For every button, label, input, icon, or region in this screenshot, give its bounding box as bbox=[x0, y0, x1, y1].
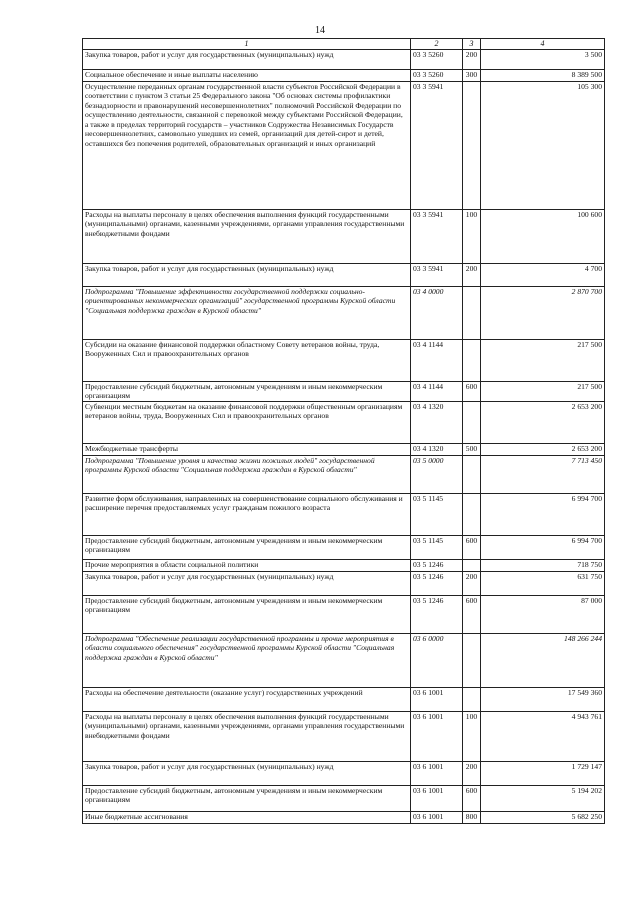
row-name: Расходы на обеспечение деятельности (оказание услуг) государственных учреждений bbox=[83, 688, 411, 712]
row-code: 03 6 0000 bbox=[411, 634, 463, 688]
row-code: 03 6 1001 bbox=[411, 812, 463, 824]
row-code: 03 4 1320 bbox=[411, 402, 463, 444]
row-amount: 1 729 147 bbox=[481, 762, 605, 786]
row-expense-type: 600 bbox=[463, 382, 481, 402]
table-row bbox=[83, 494, 605, 536]
budget-table bbox=[82, 38, 605, 824]
row-name: Закупка товаров, работ и услуг для государственных (муниципальных) нужд bbox=[83, 572, 411, 596]
row-name: Подпрограмма "Повышение уровня и качества жизни пожилых людей" государственной программы Курской области "Социальная поддержка граждан в Курской области" bbox=[83, 456, 411, 494]
table-row bbox=[83, 712, 605, 762]
column-header: 3 bbox=[463, 39, 481, 50]
row-code: 03 5 1145 bbox=[411, 536, 463, 560]
row-code: 03 3 5260 bbox=[411, 50, 463, 70]
row-amount: 148 266 244 bbox=[481, 634, 605, 688]
table-body bbox=[83, 50, 605, 824]
table-row bbox=[83, 340, 605, 382]
row-amount: 17 549 360 bbox=[481, 688, 605, 712]
table-row bbox=[83, 287, 605, 340]
column-header-row bbox=[83, 39, 605, 50]
row-expense-type bbox=[463, 82, 481, 210]
row-code: 03 3 5260 bbox=[411, 70, 463, 82]
row-name: Подпрограмма "Повышение эффективности государственной поддержки социально-ориентированных некоммерческих организаций" государственной программы Курской области "Социальная поддержка граждан в Курской области" bbox=[83, 287, 411, 340]
row-code: 03 5 1246 bbox=[411, 560, 463, 572]
row-code: 03 4 1144 bbox=[411, 340, 463, 382]
row-code: 03 6 1001 bbox=[411, 712, 463, 762]
row-code: 03 3 5941 bbox=[411, 210, 463, 264]
row-name: Прочие мероприятия в области социальной политики bbox=[83, 560, 411, 572]
table-row bbox=[83, 70, 605, 82]
row-expense-type: 200 bbox=[463, 572, 481, 596]
row-name: Субсидии на оказание финансовой поддержки областному Совету ветеранов войны, труда, Вооруженных Сил и правоохранительных органов bbox=[83, 340, 411, 382]
row-expense-type: 600 bbox=[463, 786, 481, 812]
row-code: 03 5 0000 bbox=[411, 456, 463, 494]
row-amount: 6 994 700 bbox=[481, 494, 605, 536]
row-code: 03 3 5941 bbox=[411, 264, 463, 287]
row-amount: 5 194 202 bbox=[481, 786, 605, 812]
row-expense-type bbox=[463, 560, 481, 572]
row-name: Закупка товаров, работ и услуг для государственных (муниципальных) нужд bbox=[83, 762, 411, 786]
row-expense-type bbox=[463, 494, 481, 536]
table-row bbox=[83, 786, 605, 812]
table-row bbox=[83, 536, 605, 560]
row-expense-type: 500 bbox=[463, 444, 481, 456]
column-header: 1 bbox=[83, 39, 411, 50]
row-name: Предоставление субсидий бюджетным, автономным учреждениям и иным некоммерческим организациям bbox=[83, 536, 411, 560]
row-code: 03 5 1145 bbox=[411, 494, 463, 536]
row-amount: 217 500 bbox=[481, 340, 605, 382]
table-row bbox=[83, 210, 605, 264]
row-expense-type: 600 bbox=[463, 596, 481, 634]
row-amount: 718 750 bbox=[481, 560, 605, 572]
row-expense-type bbox=[463, 402, 481, 444]
table-row bbox=[83, 402, 605, 444]
row-amount: 2 653 200 bbox=[481, 444, 605, 456]
row-amount: 105 300 bbox=[481, 82, 605, 210]
row-code: 03 5 1246 bbox=[411, 596, 463, 634]
row-expense-type: 800 bbox=[463, 812, 481, 824]
row-expense-type bbox=[463, 340, 481, 382]
row-expense-type: 200 bbox=[463, 264, 481, 287]
row-name: Межбюджетные трансферты bbox=[83, 444, 411, 456]
row-code: 03 4 1320 bbox=[411, 444, 463, 456]
row-amount: 631 750 bbox=[481, 572, 605, 596]
table-row bbox=[83, 382, 605, 402]
row-amount: 8 389 500 bbox=[481, 70, 605, 82]
row-expense-type bbox=[463, 456, 481, 494]
row-name: Подпрограмма "Обеспечение реализации государственной программы и прочие мероприятия в области социального обеспечения" государственной программы Курской области "Социальная поддержка граждан в Курской области" bbox=[83, 634, 411, 688]
row-code: 03 4 1144 bbox=[411, 382, 463, 402]
row-expense-type: 100 bbox=[463, 210, 481, 264]
table-row bbox=[83, 762, 605, 786]
table-row bbox=[83, 50, 605, 70]
row-amount: 217 500 bbox=[481, 382, 605, 402]
table-row bbox=[83, 596, 605, 634]
row-name: Закупка товаров, работ и услуг для государственных (муниципальных) нужд bbox=[83, 264, 411, 287]
row-amount: 100 600 bbox=[481, 210, 605, 264]
row-expense-type: 300 bbox=[463, 70, 481, 82]
row-amount: 3 500 bbox=[481, 50, 605, 70]
row-expense-type bbox=[463, 688, 481, 712]
row-name: Расходы на выплаты персоналу в целях обеспечения выполнения функций государственными (муниципальными) органами, казенными учреждениями, органами управления государственными внебюджетными фондами bbox=[83, 210, 411, 264]
row-code: 03 3 5941 bbox=[411, 82, 463, 210]
page-number: 14 bbox=[315, 25, 325, 36]
column-header: 2 bbox=[411, 39, 463, 50]
row-amount: 7 713 450 bbox=[481, 456, 605, 494]
row-expense-type: 200 bbox=[463, 50, 481, 70]
table-row bbox=[83, 444, 605, 456]
row-expense-type bbox=[463, 287, 481, 340]
row-amount: 2 870 700 bbox=[481, 287, 605, 340]
table-row bbox=[83, 688, 605, 712]
table-row bbox=[83, 560, 605, 572]
table-row bbox=[83, 82, 605, 210]
row-name: Расходы на выплаты персоналу в целях обеспечения выполнения функций государственными (муниципальными) органами, казенными учреждениями, органами управления государственными внебюджетными фондами bbox=[83, 712, 411, 762]
row-name: Предоставление субсидий бюджетным, автономным учреждениям и иным некоммерческим организациям bbox=[83, 382, 411, 402]
table-row bbox=[83, 572, 605, 596]
table-row bbox=[83, 634, 605, 688]
row-name: Субвенции местным бюджетам на оказание финансовой поддержки общественным организациям ветеранов войны, труда, Вооруженных Сил и правоохранительных органов bbox=[83, 402, 411, 444]
row-code: 03 5 1246 bbox=[411, 572, 463, 596]
table-row bbox=[83, 264, 605, 287]
row-amount: 87 000 bbox=[481, 596, 605, 634]
row-amount: 4 700 bbox=[481, 264, 605, 287]
row-name: Предоставление субсидий бюджетным, автономным учреждениям и иным некоммерческим организациям bbox=[83, 786, 411, 812]
row-code: 03 4 0000 bbox=[411, 287, 463, 340]
row-amount: 2 653 200 bbox=[481, 402, 605, 444]
row-name: Закупка товаров, работ и услуг для государственных (муниципальных) нужд bbox=[83, 50, 411, 70]
table-row bbox=[83, 456, 605, 494]
row-amount: 6 994 700 bbox=[481, 536, 605, 560]
row-code: 03 6 1001 bbox=[411, 762, 463, 786]
row-code: 03 6 1001 bbox=[411, 688, 463, 712]
row-name: Осуществление переданных органам государственной власти субъектов Российской Федерации в соответствии с пунктом 3 статьи 25 Федерального закона "Об основах системы профилактики безнадзорности и правонарушений несовершеннолетних" полномочий Российской Федерации по осуществлению деятельности, связанной с перевозкой между субъектами Российской Федерации, а также в пределах территорий государств – участников Содружества Независимых Государств несовершеннолетних, самовольно ушедших из семей, организаций для детей-сирот и детей, оставшихся без попечения родителей, образовательных организаций и иных организаций bbox=[83, 82, 411, 210]
row-expense-type: 100 bbox=[463, 712, 481, 762]
row-name: Развитие форм обслуживания, направленных на совершенствование социального обслуживания и расширение перечня предоставляемых услуг гражданам пожилого возраста bbox=[83, 494, 411, 536]
row-code: 03 6 1001 bbox=[411, 786, 463, 812]
row-expense-type: 600 bbox=[463, 536, 481, 560]
row-expense-type bbox=[463, 634, 481, 688]
table-row bbox=[83, 812, 605, 824]
column-header: 4 bbox=[481, 39, 605, 50]
row-amount: 5 682 250 bbox=[481, 812, 605, 824]
row-name: Предоставление субсидий бюджетным, автономным учреждениям и иным некоммерческим организациям bbox=[83, 596, 411, 634]
row-amount: 4 943 761 bbox=[481, 712, 605, 762]
row-name: Иные бюджетные ассигнования bbox=[83, 812, 411, 824]
row-name: Социальное обеспечение и иные выплаты населению bbox=[83, 70, 411, 82]
row-expense-type: 200 bbox=[463, 762, 481, 786]
